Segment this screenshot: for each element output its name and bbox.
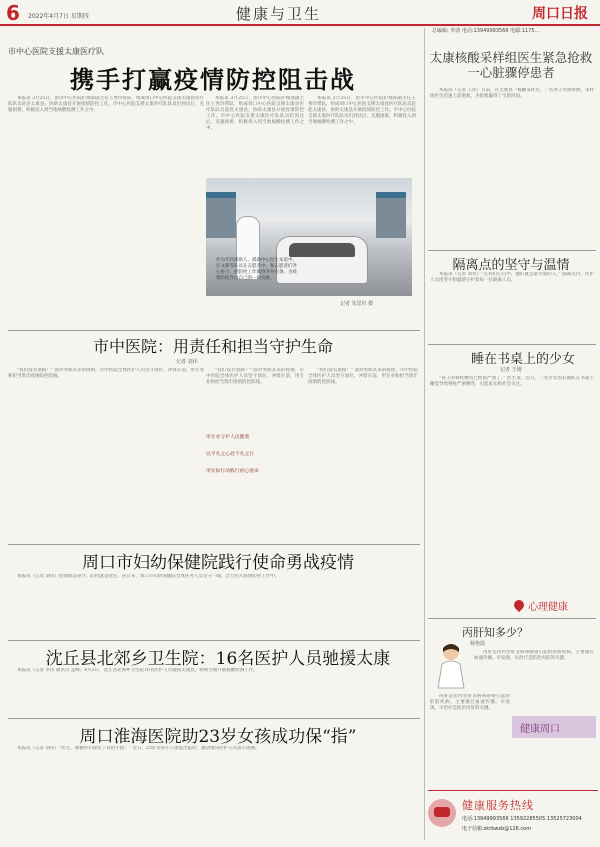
right-story1-headline: 太康核酸采样组医生紧急抢救一心脏骤停患者: [429, 50, 593, 80]
telephone-icon: [428, 799, 456, 827]
page-number: 6: [6, 1, 20, 25]
right-story2-headline: 隔离点的坚守与温情: [452, 258, 570, 273]
rule: [428, 618, 596, 619]
story2-body-col2: "我们没有退路！" 面对突如其来的疫情，市中医院全体医护人员坚守岗位、冲锋在前，用专业和担当筑牢疫情防控防线。: [206, 368, 304, 385]
rule: [8, 544, 420, 545]
story5-body: 本报讯（记者 刘伟）“医生，谢谢你们保住了我的手指！” 近日，23岁女孩小王康复出院时，激动地向医护人员表示感谢。: [17, 746, 260, 751]
section-name: 健康与卫生: [236, 5, 322, 23]
story2-credit: 记者 刘伟: [176, 359, 198, 365]
story4-body: 本报讯（记者 李伟 通讯员 孟峰）4月2日，沈丘县北郊乡卫生院16名医护人员驰援太康县，协助当地开展核酸检测工作。: [17, 668, 258, 673]
health-service-hotline: [428, 790, 598, 843]
service-phone: 电话:13949993566 13592285505 13525723004: [462, 816, 582, 822]
heart-icon: [512, 598, 526, 612]
psych-health-banner: [512, 596, 596, 614]
rule: [8, 718, 420, 719]
healthy-zhoukou-banner: [512, 716, 596, 738]
editor-info: 总编辑: 李清 电话:13949993566 电邮:1175...: [432, 28, 540, 34]
right-story3-headline: 睡在书桌上的少女: [470, 352, 575, 367]
toll-booth-icon: [376, 192, 406, 238]
story5-headline: 周口淮海医院助23岁女孩成功保“指”: [79, 727, 357, 747]
right-story4-credit: 杨艳霞: [470, 641, 486, 647]
story2-subhead: 用实际行动践行初心使命: [206, 469, 259, 474]
paper-name: 周口日报: [532, 6, 588, 22]
psych-health-label: 心理健康: [528, 602, 568, 613]
rule: [428, 250, 596, 251]
lead-body: 本报讯 3月25日，由市中心医院护理部副主任王秀玲带队，组成周口中心医院支援太康县医疗队队员赶赴太康县，协助太康县开展疫情防控工作。市中心医院支援太康医疗队队员们到达后，克服困难，积极投入到当地核酸检测工作之中。: [8, 96, 204, 113]
lead-body-col2: 本报讯 3月25日，由市中心医院护理部副主任王秀玲带队，组成周口中心医院支援太康县医疗队队员赶赴太康县，协助太康县开展疫情防控工作。市中心医院支援太康医疗队队员们到达后，克服困难，积极投入到当地核酸检测工作之中。: [206, 96, 304, 131]
story4-headline: 沈丘县北郊乡卫生院：16名医护人员驰援太康: [45, 649, 391, 669]
right-story3-credit: 记者 王刚: [500, 367, 522, 373]
right-story3-body: “孩子的脊柱侧弯已经很严重了。” 医生说。近日，一名少女因长期趴在书桌上睡觉导致脊柱严重侧弯，引起家长和社会关注。: [430, 376, 594, 387]
rule: [8, 330, 420, 331]
column-divider: [424, 28, 425, 840]
doctor-illustration-icon: [430, 640, 472, 690]
service-email: 电子信箱:zkrbwsb@126.com: [462, 826, 532, 832]
lead-photo-credit: 记者 朱思杉 摄: [340, 301, 374, 307]
story2-subhead: 以平凡之心赴不凡之行: [206, 452, 254, 457]
rule: [428, 344, 596, 345]
masthead: [0, 0, 600, 26]
right-story4-body: 丙肝是由丙型肝炎病毒感染引起的肝脏疾病，主要通过血液传播。早发现、早治疗是防治丙肝的关键。: [474, 650, 594, 661]
story2-subhead: 用专业守护人民健康: [206, 435, 250, 440]
date-line: 2022年4月7日 星期四: [28, 13, 89, 20]
story2-headline: 市中医院：用责任和担当守护生命: [92, 337, 333, 356]
story2-body: "我们没有退路！" 面对突如其来的疫情，市中医院全体医护人员坚守岗位、冲锋在前，用专业和担当筑牢疫情防控防线。: [8, 368, 204, 379]
right-story4-body-col2: 丙肝是由丙型肝炎病毒感染引起的肝脏疾病，主要通过血液传播。早发现、早治疗是防治丙肝的关键。: [430, 694, 510, 711]
story2-subheads: [206, 434, 276, 485]
lead-kicker: 市中心医院支援太康医疗队: [8, 47, 104, 56]
rule: [8, 640, 420, 641]
lead-body-col3: 本报讯 3月25日，由市中心医院护理部副主任王秀玲带队，组成周口中心医院支援太康县医疗队队员赶赴太康县，协助太康县开展疫情防控工作。市中心医院支援太康医疗队队员们到达后，克服困难，积极投入到当地核酸检测工作之中。: [308, 96, 416, 125]
story2-body-col3: "我们没有退路！" 面对突如其来的疫情，市中医院全体医护人员坚守岗位、冲锋在前，用专业和担当筑牢疫情防控防线。: [308, 368, 418, 385]
toll-booth-icon: [206, 192, 236, 238]
right-story1-body: 本报讯（记者 王伟）日前，在太康县一核酸采样点，一名男子突然晕倒，采样组医生迅速上前施救，为抢救赢得了宝贵时间。: [430, 88, 594, 99]
story3-headline: 周口市妇幼保健院践行使命勇战疫情: [82, 553, 354, 573]
story3-body: 本报讯（记者 刘伟）疫情就是命令，防控就是责任。连日来，周口市妇幼保健院全体医务人员坚守一线，全力投入疫情防控工作中。: [17, 574, 280, 579]
right-story4-headline: 丙肝知多少？: [462, 626, 528, 639]
lead-photo-caption: 作为年轻援助人，援助中心医生朱思中、汪文静等队员在志愿者中，和志愿者们齐心协力，把防控工作做得井井有条，为疫情防控作出自己的一份贡献。: [216, 258, 297, 281]
healthy-zhoukou-label: 健康周口: [520, 724, 560, 735]
lead-headline: 携手打赢疫情防控阻击战: [70, 65, 356, 94]
service-title: 健康服务热线: [462, 799, 534, 812]
right-story2-body: 本报讯（记者 刘伟）“在我们心目中，他们就是最可爱的人。” 隔离点内，医护人员用坚守和温情守护着每一位隔离人员。: [430, 272, 594, 283]
